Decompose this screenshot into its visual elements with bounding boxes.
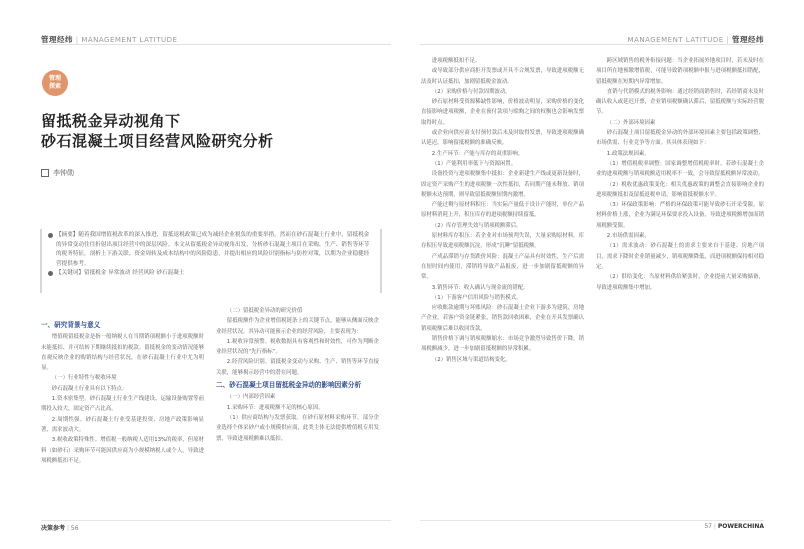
badge-line2: 探索 xyxy=(48,83,61,90)
header-sub-left: MANAGEMENT LATITUDE xyxy=(81,36,178,44)
body-paragraph: 2.生产环节：产能与库存的双重影响。 xyxy=(431,150,524,157)
body-paragraph: 或企业向供应商支付预付款后未及时取得发票，导致进项税额确认延迟，影响留抵税额的准确反映。 xyxy=(421,130,584,147)
body-paragraph: （2）库存管理失效与销项税额滞后。 xyxy=(431,222,522,229)
header-rule-right xyxy=(420,44,764,45)
header-right: MANAGEMENT LATITUDE | 管理经纬 xyxy=(627,35,764,44)
category-badge xyxy=(42,70,68,96)
header-section-left: 管理经纬 xyxy=(41,35,73,44)
body-paragraph: 砂石混凝土项目留抵税金异动的外部环境因素主要包括政策调整、市场供需、行业竞争等方面。其具体表现如下： xyxy=(596,130,764,147)
body-paragraph: 留抵税额作为企业增值税链条上的关键节点，能够从侧面反映企业经营状况。其异动可能预示企业的经营风险，主要表现为： xyxy=(216,318,379,335)
keywords-text: 【关键词】留抵税金 异常波动 经营风险 砂石混凝土 xyxy=(56,270,185,276)
page-number-right: 57 xyxy=(704,523,712,530)
body-paragraph: 销售价格下调与销项税额缩水：市场竞争激烈导致售价下降，销项税额减少，进一步加剧留抵税额的异常积累。 xyxy=(421,336,584,353)
body-paragraph: 跨区域销售的税务衔接问题：当企业拓展外地项目时，若未及时在项目所在地预缴增值税，可能导致销项税额申报与进项税额抵扣错配，留抵税额在短期内异常增加。 xyxy=(596,58,764,85)
section-heading: 二、砂石混凝土项目留抵税金异动的影响因素分析 xyxy=(216,381,362,390)
body-paragraph: 1.税收异常预警。税收数据具有客观性和时效性，可作为判断企业经营状况的“先行指标”。 xyxy=(216,338,379,356)
abstract-summary xyxy=(48,231,374,269)
badge-line1: 管理 xyxy=(48,75,61,82)
body-paragraph: （1）供应商结构与发票获取。在砂石原材料采购环节，部分企业选择个体采砂户或小规模供应商，此类主体无法提供增值税专用发票，导致进项税额难以抵扣。 xyxy=(216,414,379,442)
body-paragraph: 直销与代销模式的税务影响：通过经销商销售时，若经销商未及时确认收入或延迟开票，企业销项税额确认滞后，留抵税额与实际经营脱节。 xyxy=(596,88,764,116)
author-name: 李钟勋 xyxy=(53,169,74,177)
body-paragraph: （2）销售区域与渠道结构变化。 xyxy=(431,356,511,363)
body-paragraph: 3.税收政策特殊性。增值税一般纳税人适用13%的税率，但原材料（如砂石）采购环节可能因供应商为小规模纳税人或个人，导致进项税额抵扣不足。 xyxy=(41,437,204,464)
header-sub-right: MANAGEMENT LATITUDE xyxy=(627,36,724,44)
column-2 xyxy=(216,306,379,518)
article-title-line1: 留抵税金异动视角下 xyxy=(41,112,181,130)
body-paragraph: （1）产能利用率低下与资源闲置。 xyxy=(431,160,517,167)
body-paragraph: 3.销售环节：收入确认与现金流的错配。 xyxy=(431,284,529,291)
article-title-line2: 砂石混凝土项目经营风险研究分析 xyxy=(41,132,274,150)
author-box-icon xyxy=(41,169,49,177)
abstract-keywords xyxy=(48,269,374,279)
body-paragraph: 设备投资与进项税额集中抵扣：企业新建生产线或更新设备时，固定资产采购产生的进项税额一次性抵扣，若同期产能未释放、销项税额未达预期，则导致留抵税额短期内激增。 xyxy=(421,171,584,198)
body-paragraph: 1.资本密集型。砂石混凝土行业生产线建设、运输设备购置等前期投入较大，固定资产占比高。 xyxy=(41,396,204,413)
body-paragraph: （1）需求波动：砂石混凝土的需求主要来自于基建、房地产项目，需求下降时企业销量减少，销项税额降低，而进项税额保持相对稳定。 xyxy=(596,243,764,270)
footer-brand-left: 决策参考 xyxy=(41,525,66,532)
body-paragraph: （2）税收优惠政策变化：相关优惠政策的调整会直接影响企业的进项税额抵扣及留抵退税申请，影响留抵税额水平。 xyxy=(596,181,764,198)
footer-rule-right xyxy=(420,520,764,521)
body-paragraph: 原材料库存积压：若企业对市场预判失误，大量采购原材料，库存积压导致进项税额沉淀，形成“沉睡”留抵税额。 xyxy=(421,233,584,250)
column-4 xyxy=(596,56,764,518)
abstract-text: 【摘要】随着我国增值税改革的深入推进，留抵退税政策已成为减轻企业税负的重要举措。然而在砂石混凝土行业中，留抵税金的异常变动往往折射出项目经营中的深层风险。本文从留抵税金异动视角出发，分析砂石混凝土项目在采购、生产、销售等环节的税务特征，剖析上下游关联、资金周转及成本结构中的风险隐患，并提出相应的风险识别指标与防控对策，以期为企业稳健经营提供参考。 xyxy=(56,232,370,267)
body-paragraph: 2.周期性强。砂石混凝土行业受基建投资、房地产政策影响显著，需求波动大。 xyxy=(41,416,204,433)
footer-right: 57 | POWERCHINA xyxy=(704,523,764,530)
body-paragraph: （2）采购价格与付款周期波动。 xyxy=(431,88,511,95)
body-paragraph: 应收账款逾期与坏账风险：砂石混凝土企业下游多为建筑、房地产企业，若客户资金链紧张，销售款回收困难，企业在开具发票确认销项税额后难以收回货款。 xyxy=(421,305,584,332)
section-heading: 一、研究背景与意义 xyxy=(41,321,101,329)
column-3 xyxy=(421,56,584,518)
body-paragraph: 砂石原材料受资源稀缺性影响，价格波动明显，采购价格的变化直接影响进项税额，企业在预付款项与赊购之间的权衡也会影响发票取得时点。 xyxy=(421,99,584,126)
body-paragraph: 2.市场供需因素。 xyxy=(606,233,650,240)
body-paragraph: 产能过剩与原材料积压：当实际产量低于设计产能时，单位产品原材料消耗上升，积压库存的进项税额持续留抵。 xyxy=(421,202,584,219)
body-paragraph: （3）环保政策影响：严格的环保政策可能导致砂石开采受限，原材料价格上涨，企业为满足环保要求投入设备，导致进项税额增加而销项税额受限。 xyxy=(596,202,764,229)
body-paragraph: 2.经营风险识别。留抵税金变动与采购、生产、销售等环节直接关联，能够揭示经营中的潜在问题。 xyxy=(216,359,379,376)
body-paragraph: 进项税额抵扣不足。 xyxy=(431,58,481,64)
header-rule-left xyxy=(41,44,391,45)
abstract-box xyxy=(40,229,382,293)
header-left: 管理经纬 | MANAGEMENT LATITUDE xyxy=(41,35,178,44)
page-number-left: 56 xyxy=(70,525,79,532)
body-paragraph: 增值税留抵税金是指一般纳税人在当期销项税额小于进项税额时未能抵扣、并可结转下期继续抵扣的税款。留抵税金的变动情况能够直观反映企业的购销结构与经营状况，在砂石混凝土行业中尤为明显。 xyxy=(41,334,204,372)
body-paragraph: 1.政策法规因素。 xyxy=(606,150,650,157)
body-paragraph: （1）下游客户信用风险与销售模式。 xyxy=(431,294,522,301)
body-paragraph: （1）增值税税率调整：国家调整增值税税率时，若砂石混凝土企业的进项税额与销项税额适用税率不一致，会导致留抵税额异常波动。 xyxy=(596,160,764,178)
bullet-icon xyxy=(48,271,53,276)
body-paragraph: 产成品滞销与存货跌价风险：混凝土产品具有时效性，生产后需在短时间内使用，滞销将导致产品报废，进一步加剧留抵税额的异常。 xyxy=(421,253,584,281)
body-paragraph: 砂石混凝土行业具有以下特点： xyxy=(51,385,128,392)
header-section-right: 管理经纬 xyxy=(732,35,764,44)
body-paragraph: （二）留抵税金异动的研究价值 xyxy=(226,308,303,314)
body-paragraph: （2）供给变化：当原材料供给紧张时，企业提前大量采购储备，导致进项税额集中增加。 xyxy=(596,274,764,291)
column-1 xyxy=(41,318,204,518)
footer-rule-left xyxy=(41,520,391,521)
author xyxy=(41,168,74,178)
bullet-icon xyxy=(48,233,53,238)
body-paragraph: （二）外部环境因素 xyxy=(606,119,656,126)
body-paragraph: （一）内部经营因素 xyxy=(226,394,276,401)
body-paragraph: 或导致部分供应商拒开发票或开具不合规发票，导致进项税额无法及时认证抵扣，加剧留抵税金波动。 xyxy=(421,68,584,85)
footer-brand-right: POWERCHINA xyxy=(717,523,764,530)
body-paragraph: 1.采购环节：进项税额不足的核心原因。 xyxy=(226,404,324,411)
body-paragraph: （一）行业特性与税收环境 xyxy=(51,375,117,382)
footer-left: 决策参考 | 56 xyxy=(41,525,79,532)
